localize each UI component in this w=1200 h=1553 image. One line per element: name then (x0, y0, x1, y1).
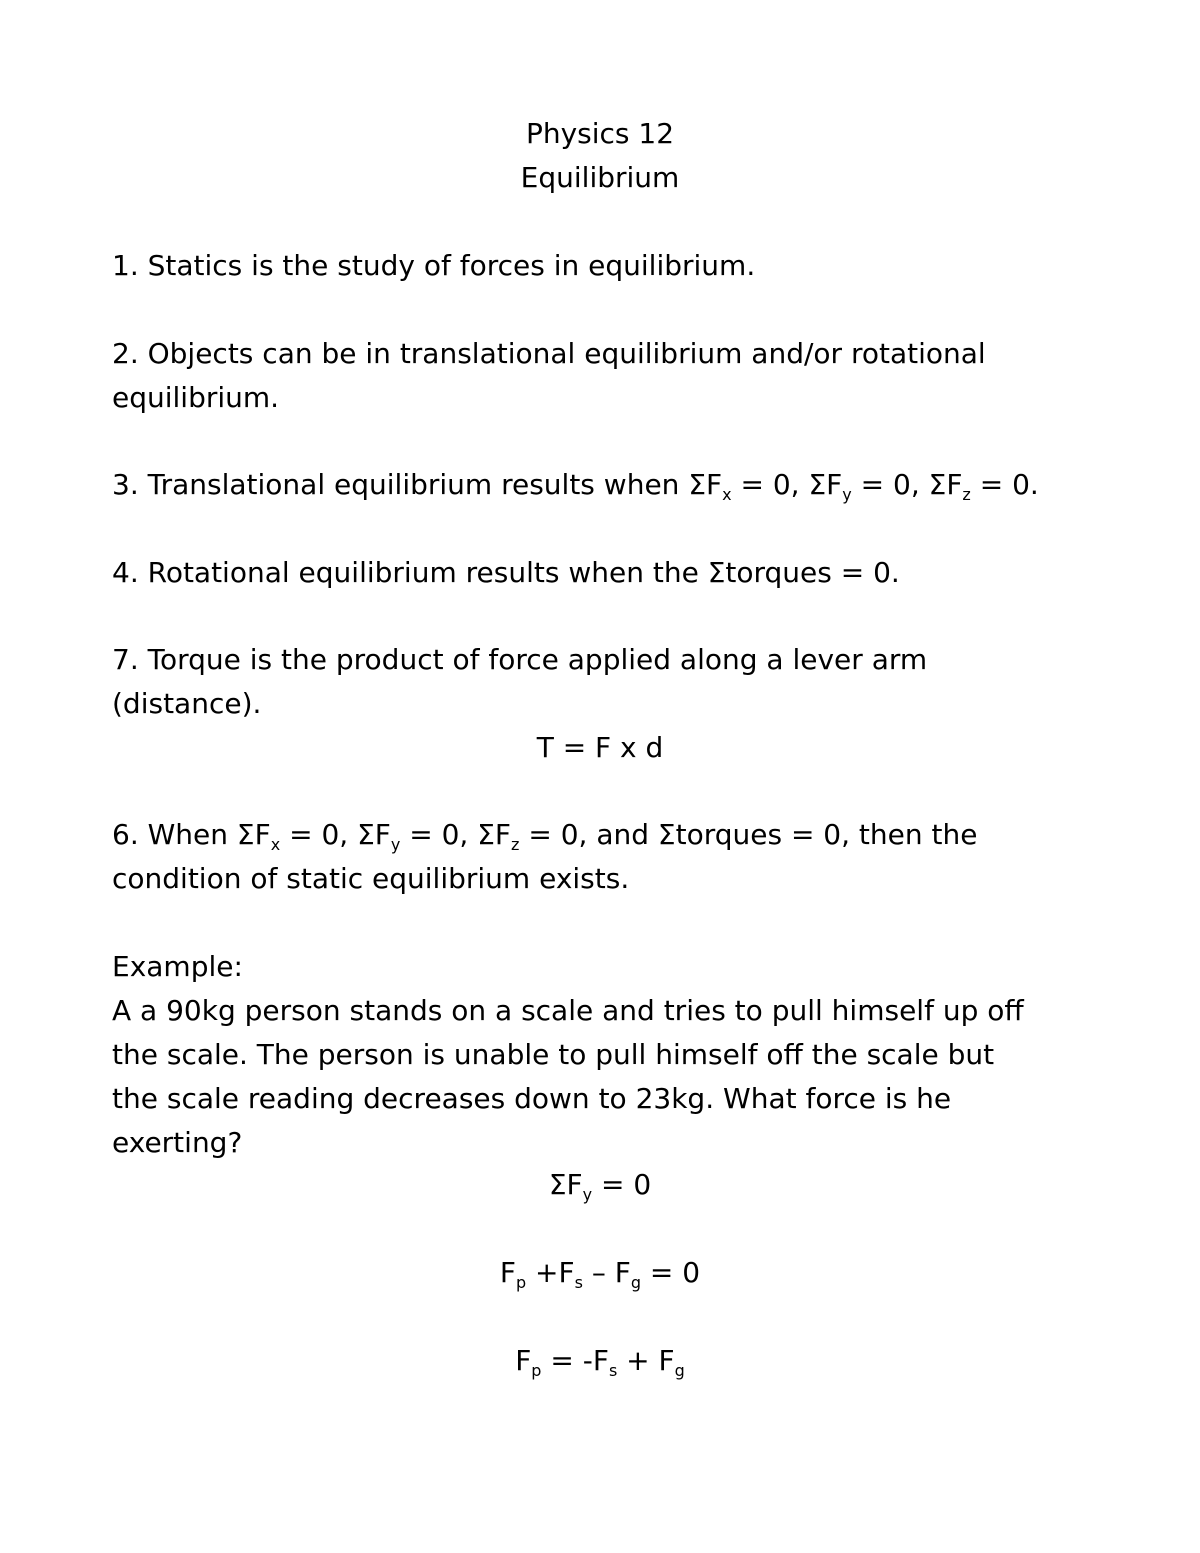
equation-force-balance: $F_p +F_s - F_g = 0$ (499, 1256, 701, 1292)
point-6-line-1: 6. When $\Sigma F_x = 0$, $\Sigma F_y = 0$, $\Sigma F_z = 0$, and Σtorques = 0, then the (112, 818, 978, 854)
point-3-text: 3. Translational equilibrium results when (112, 468, 689, 501)
example-line-1: A a 90kg person stands on a scale and tries to pull himself up off (112, 994, 1024, 1027)
equation-sum-fy: $\Sigma F_y = 0$ (548, 1168, 652, 1204)
equation-fp-solved: $F_p = -F_s + F_g$ (515, 1344, 685, 1380)
point-6-line-2: condition of static equilibrium exists. (112, 862, 630, 895)
example-line-4: exerting? (112, 1126, 243, 1159)
example-line-3: the scale reading decreases down to 23kg. What force is he (112, 1082, 952, 1115)
point-4: 4. Rotational equilibrium results when the Σtorques = 0. (112, 556, 900, 589)
example-line-2: the scale. The person is unable to pull himself off the scale but (112, 1038, 995, 1071)
topic-title: Equilibrium (520, 161, 680, 194)
example-label: Example: (112, 950, 243, 983)
point-7-line-2: (distance). (112, 687, 262, 720)
point-7-line-1: 7. Torque is the product of force applied along a lever arm (112, 643, 928, 676)
course-title: Physics 12 (525, 117, 675, 150)
point-2-line-1: 2. Objects can be in translational equilibrium and/or rotational (112, 337, 986, 370)
torque-formula: T = F x d (536, 731, 664, 764)
point-2-line-2: equilibrium. (112, 381, 280, 414)
point-3: 3. Translational equilibrium results when $\Sigma F_x = 0$, $\Sigma F_y = 0$, $\Sigma F_z = 0$. (112, 468, 1039, 504)
point-1: 1. Statics is the study of forces in equilibrium. (112, 249, 756, 282)
